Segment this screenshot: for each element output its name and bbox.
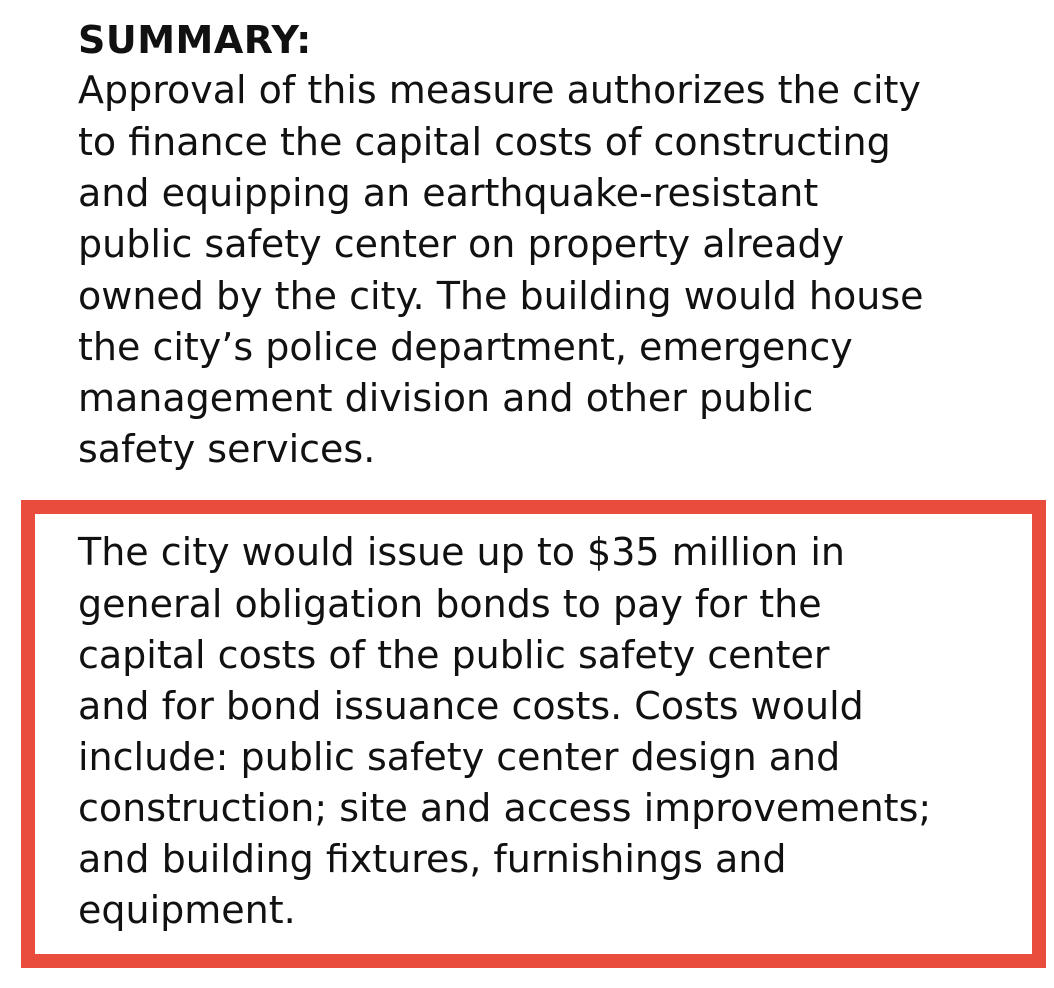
- bond-line: general obligation bonds to pay for the: [78, 582, 822, 626]
- bond-line: construction; site and access improvements;: [78, 786, 932, 830]
- bond-line: and for bond issuance costs. Costs would: [78, 684, 864, 728]
- summary-line: management division and other public: [78, 376, 814, 420]
- summary-line: owned by the city. The building would house: [78, 274, 924, 318]
- bond-line: and building fixtures, furnishings and: [78, 837, 787, 881]
- bond-line: include: public safety center design and: [78, 735, 841, 779]
- summary-heading: SUMMARY:: [78, 18, 312, 62]
- summary-line: Approval of this measure authorizes the city: [78, 68, 921, 112]
- bond-line: capital costs of the public safety center: [78, 633, 830, 677]
- bond-line: equipment.: [78, 888, 296, 932]
- summary-line: the city’s police department, emergency: [78, 325, 853, 369]
- bond-line: The city would issue up to $35 million in: [78, 530, 845, 574]
- summary-line: to finance the capital costs of constructing: [78, 120, 891, 164]
- summary-line: safety services.: [78, 427, 376, 471]
- summary-line: and equipping an earthquake-resistant: [78, 171, 819, 215]
- summary-line: public safety center on property already: [78, 222, 845, 266]
